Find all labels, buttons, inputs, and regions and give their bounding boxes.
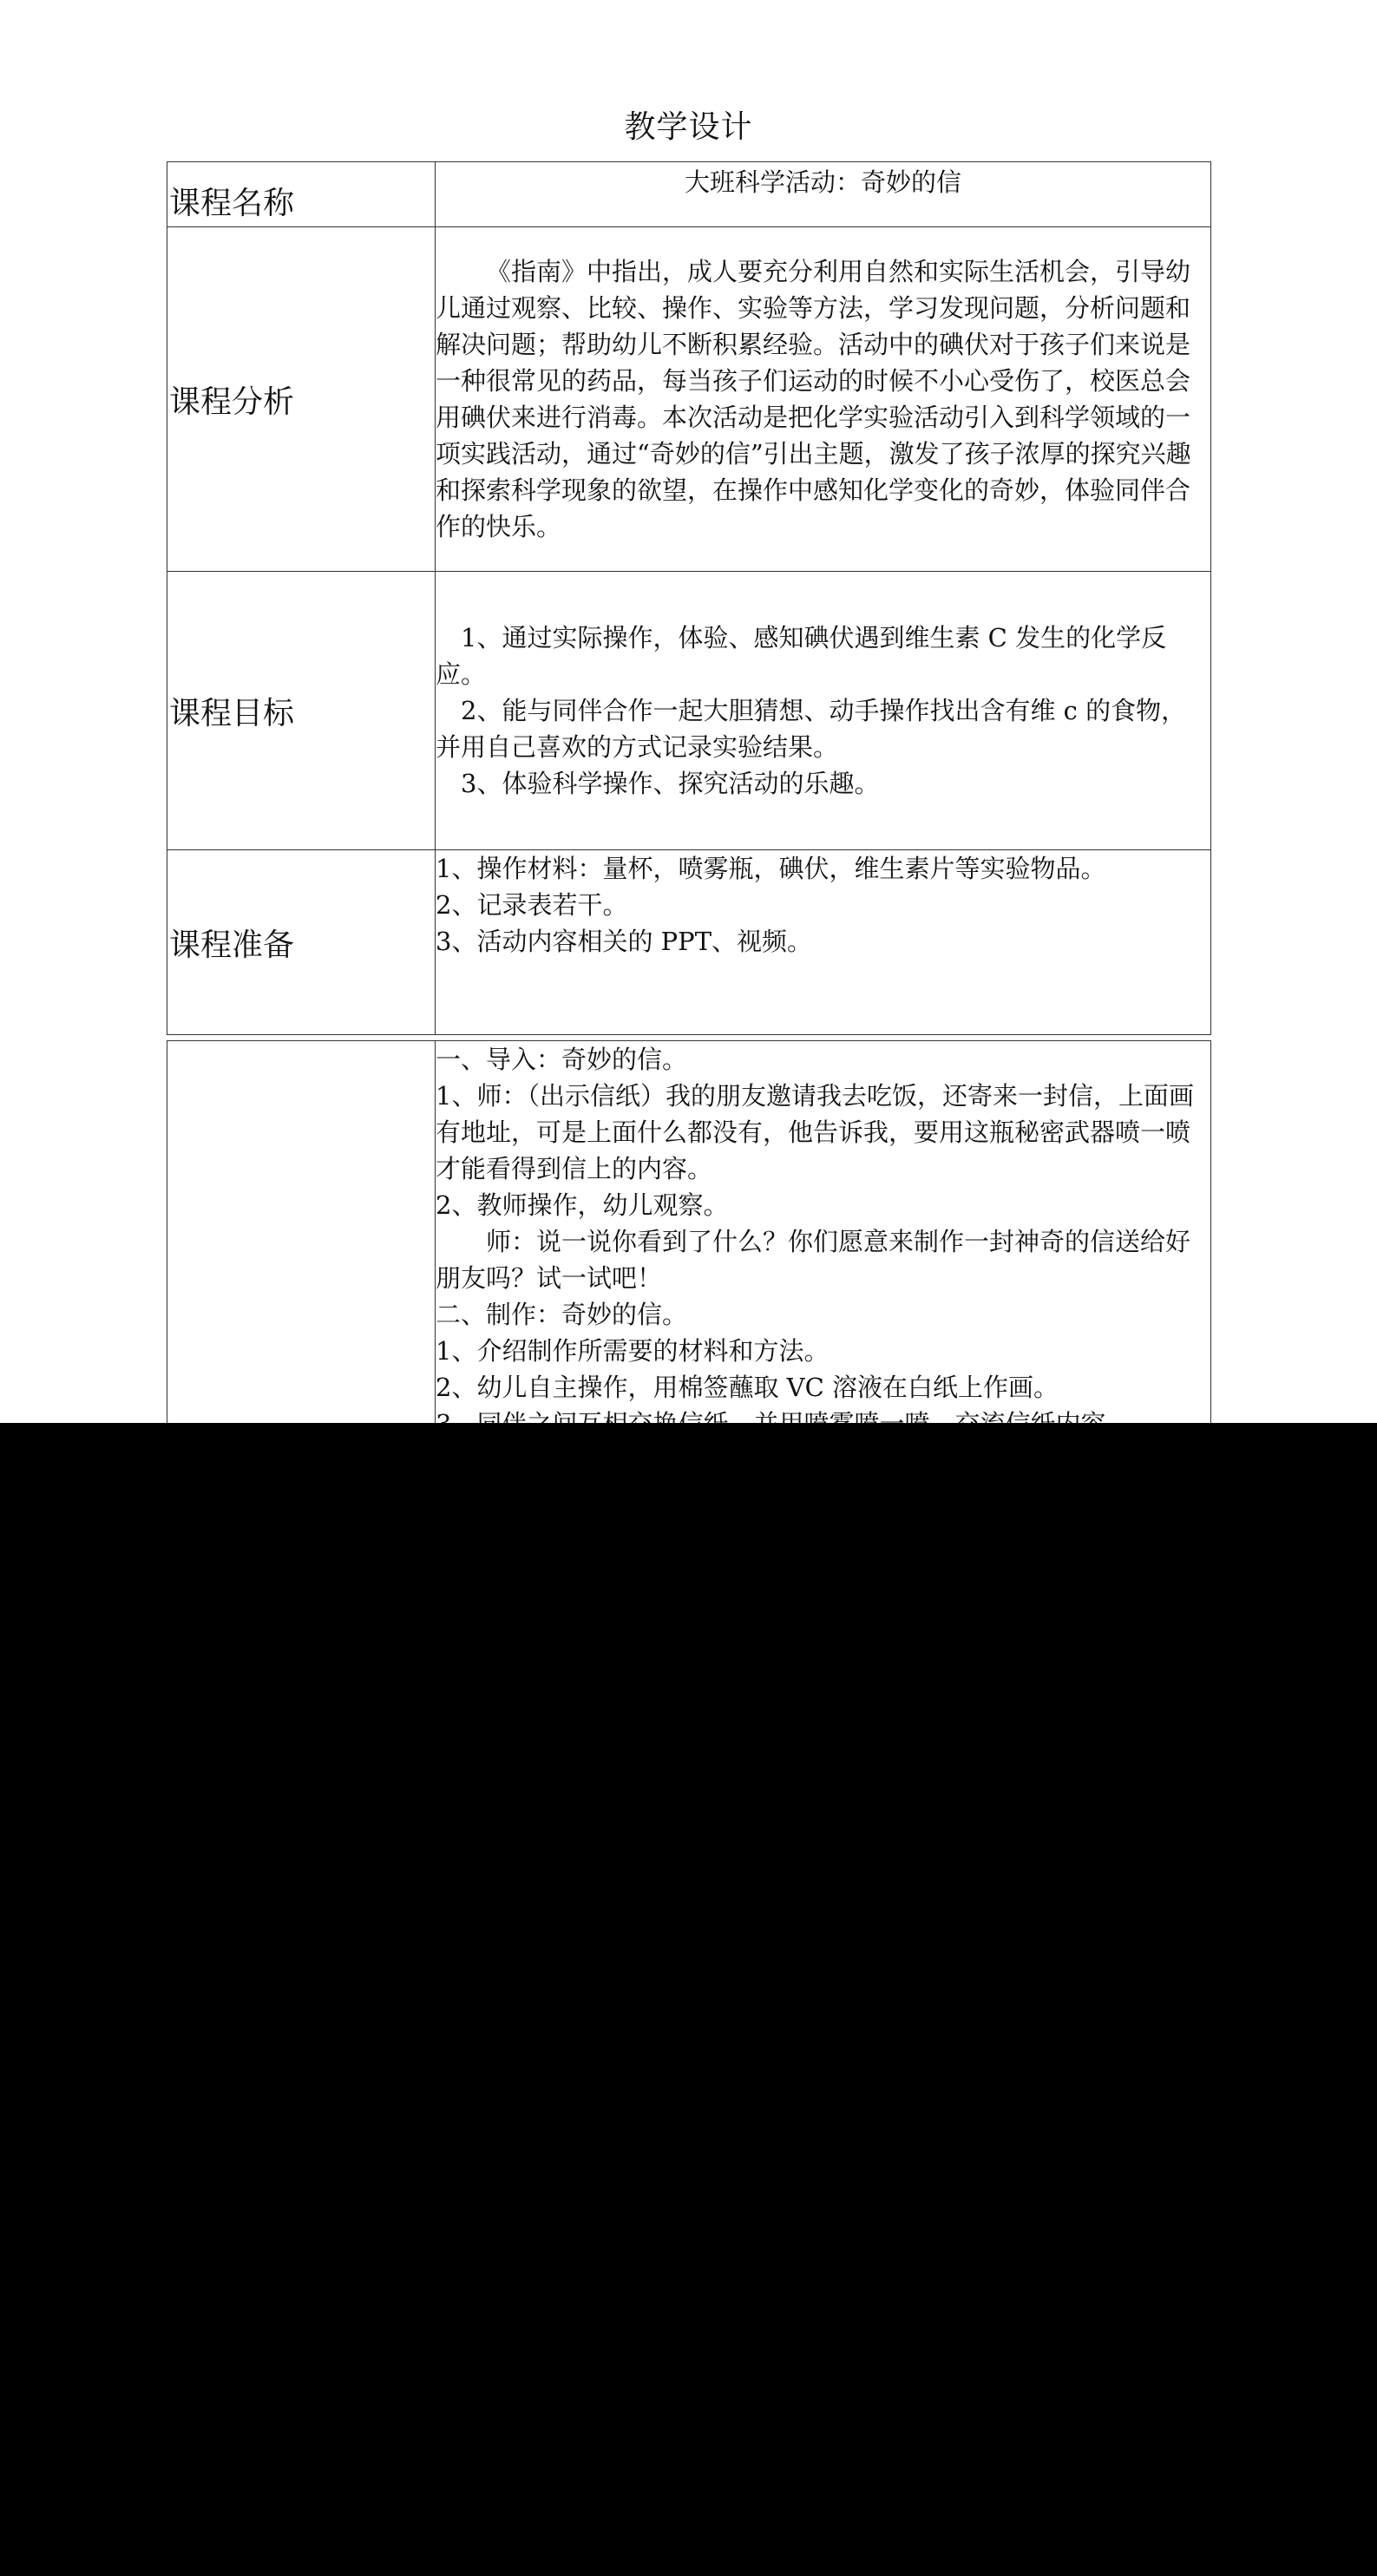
table-row-course-goals [167, 572, 1211, 850]
goal-item: 3、体验科学操作、探究活动的乐趣。 [461, 769, 880, 798]
process-line: 2、幼儿自主操作，用棉签蘸取 VC 溶液在白纸上作画。 [436, 1373, 1059, 1402]
process-line: 二、制作：奇妙的信。 [436, 1300, 688, 1329]
course-goals-cell [436, 572, 1211, 850]
course-analysis-label: 课程分析 [167, 227, 436, 572]
course-process-label [167, 1041, 436, 1443]
process-line: 师：说一说你看到了什么？你们愿意来制作一封神奇的信送给好朋友吗？试一试吧！ [436, 1227, 1191, 1293]
goal-item: 2、能与同伴合作一起大胆猜想、动手操作找出含有维 c 的食物，并用自己喜欢的方式记录实验结果。 [436, 696, 1187, 762]
prep-item: 3、活动内容相关的 PPT、视频。 [436, 927, 813, 956]
course-goals-label: 课程目标 [167, 572, 436, 850]
course-analysis-cell [436, 227, 1211, 572]
prep-item: 2、记录表若干。 [436, 890, 628, 920]
course-prep-label: 课程准备 [167, 850, 436, 1035]
goal-item: 1、通过实际操作，体验、感知碘伏遇到维生素 C 发生的化学反应。 [436, 623, 1167, 689]
course-name-value: 大班科学活动：奇妙的信 [436, 162, 1211, 227]
table-row-course-analysis [167, 227, 1211, 572]
lesson-plan-table [167, 161, 1211, 1443]
table-row-gap [167, 1035, 1211, 1041]
prep-item: 1、操作材料：量杯，喷雾瓶，碘伏，维生素片等实验物品。 [436, 854, 1106, 883]
course-prep-cell [436, 850, 1211, 1035]
process-line: 1、介绍制作所需要的材料和方法。 [436, 1336, 829, 1366]
table-row-course-prep [167, 850, 1211, 1035]
gap-cell [167, 1035, 436, 1041]
process-line: 1、师：（出示信纸）我的朋友邀请我去吃饭，还寄来一封信，上面画有地址，可是上面什么都没有，他告诉我，要用这瓶秘密武器喷一喷才能看得到信上的内容。 [436, 1081, 1194, 1183]
process-line: 一、导入：奇妙的信。 [436, 1045, 688, 1074]
course-process-cell [436, 1041, 1211, 1443]
course-name-label: 课程名称 [167, 162, 436, 227]
redacted-area [0, 1423, 1377, 2576]
process-line: 2、教师操作，幼儿观察。 [436, 1190, 729, 1220]
course-analysis-text: 《指南》中指出，成人要充分利用自然和实际生活机会，引导幼儿通过观察、比较、操作、实验等方法，学习发现问题，分析问题和解决问题；帮助幼儿不断积累经验。活动中的碘伏对于孩子们来说是一种很常见的药品，每当孩子们运动的时候不小心受伤了，校医总会用碘伏来进行消毒。本次活动是把化学实验活动引入到科学领域的一项实践活动，通过“奇妙的信”引出主题，激发了孩子浓厚的探究兴趣和探索科学现象的欲望，在操作中感知化学变化的奇妙，体验同伴合作的快乐。 [436, 257, 1191, 541]
page-title: 教学设计 [624, 109, 753, 145]
gap-cell [436, 1035, 1211, 1041]
table-row-course-process [167, 1041, 1211, 1443]
table-row-course-name [167, 162, 1211, 227]
